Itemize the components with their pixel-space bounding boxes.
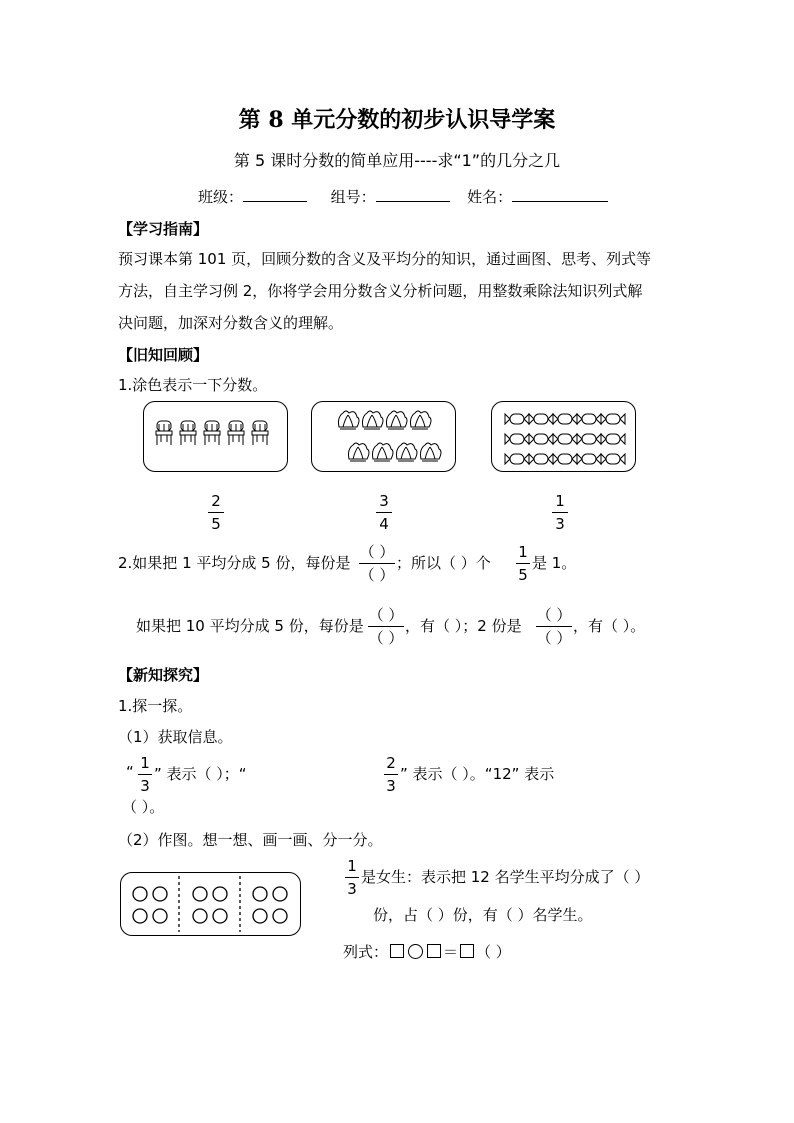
fraction-one-third: 1 3 [138, 754, 152, 795]
formula-label: 列式： [343, 943, 389, 961]
review-question-2-mid: ；所以（ ）个 [396, 554, 491, 572]
fraction-two-fifths: 2 5 [208, 492, 224, 533]
candies-box[interactable] [491, 401, 636, 472]
formula-box-3[interactable] [460, 944, 474, 958]
review-question-3-suffix: ，有（ ）。 [573, 617, 646, 635]
formula-equals: ＝ [443, 943, 459, 961]
cabbages-illustration [311, 401, 456, 472]
formula-box-2[interactable] [427, 944, 441, 958]
students-circles [120, 872, 301, 936]
formula-box-1[interactable] [390, 944, 404, 958]
name-field[interactable] [512, 187, 608, 202]
explore-heading: 【新知探究】 [118, 666, 209, 684]
guide-line: 方法，自主学习例 2，你将学会用分数含义分析问题，用整数乘除法知识列式解 [118, 282, 643, 300]
girls-text: 是女生：表示把 12 名学生平均分成了（ ） [361, 868, 650, 886]
group-field[interactable] [376, 187, 450, 202]
info-line-1-mid: ” 表示（ ）；“ [154, 765, 247, 783]
class-field[interactable] [243, 187, 307, 202]
fraction-one-fifth: 1 5 [516, 543, 530, 584]
formula-row [343, 941, 511, 962]
explore-question-1: 1.探一探。 [118, 697, 193, 715]
guide-heading: 【学习指南】 [118, 220, 209, 238]
lesson-subtitle: 第 5 课时分数的简单应用----求“1”的几分之几 [233, 151, 561, 170]
blank-fraction[interactable]: （ ） （ ） [359, 543, 395, 584]
page-title: 第 8 单元分数的初步认识导学案 [238, 107, 556, 133]
fraction-one-third: 1 3 [552, 492, 568, 533]
info-line-1-end: ” 表示（ ）。“12” 表示 [400, 765, 555, 783]
explore-step-1: （1）获取信息。 [118, 728, 233, 746]
formula-operator-circle[interactable] [408, 944, 423, 959]
chairs-box[interactable] [143, 401, 288, 472]
chairs-illustration [143, 401, 288, 472]
blank-fraction[interactable]: （ ） （ ） [536, 606, 572, 647]
cabbages-box[interactable] [311, 401, 456, 472]
class-label: 班级： [198, 188, 244, 206]
info-row [198, 186, 608, 207]
girls-text-2: 份，占（ ）份，有（ ）名学生。 [373, 906, 593, 924]
guide-line: 预习课本第 101 页，回顾分数的含义及平均分的知识，通过画图、思考、列式等 [118, 250, 652, 268]
fraction-two-thirds: 2 3 [384, 754, 398, 795]
fraction-three-fourths: 3 4 [376, 492, 392, 533]
review-question-1: 1.涂色表示一下分数。 [118, 376, 268, 394]
fraction-one-third: 1 3 [345, 857, 359, 898]
review-heading: 【旧知回顾】 [118, 346, 209, 364]
explore-step-2: （2）作图。想一想、画一画、分一分。 [118, 831, 383, 849]
name-label: 姓名： [467, 188, 513, 206]
review-question-3-prefix: 如果把 10 平均分成 5 份，每份是 [136, 617, 364, 635]
candies-illustration [491, 401, 636, 472]
info-line-2: （ ）。 [122, 798, 165, 816]
group-label: 组号： [330, 188, 376, 206]
review-question-2-prefix: 2.如果把 1 平均分成 5 份，每份是 [118, 554, 351, 572]
guide-line: 决问题，加深对分数含义的理解。 [118, 314, 344, 332]
review-question-2-suffix: 是 1。 [532, 554, 577, 572]
quote-open: “ [126, 763, 134, 781]
formula-unit-paren: （ ） [476, 943, 511, 961]
blank-fraction[interactable]: （ ） （ ） [368, 606, 404, 647]
review-question-3-mid: ，有（ ）；2 份是 [405, 617, 522, 635]
students-box[interactable] [120, 872, 301, 936]
